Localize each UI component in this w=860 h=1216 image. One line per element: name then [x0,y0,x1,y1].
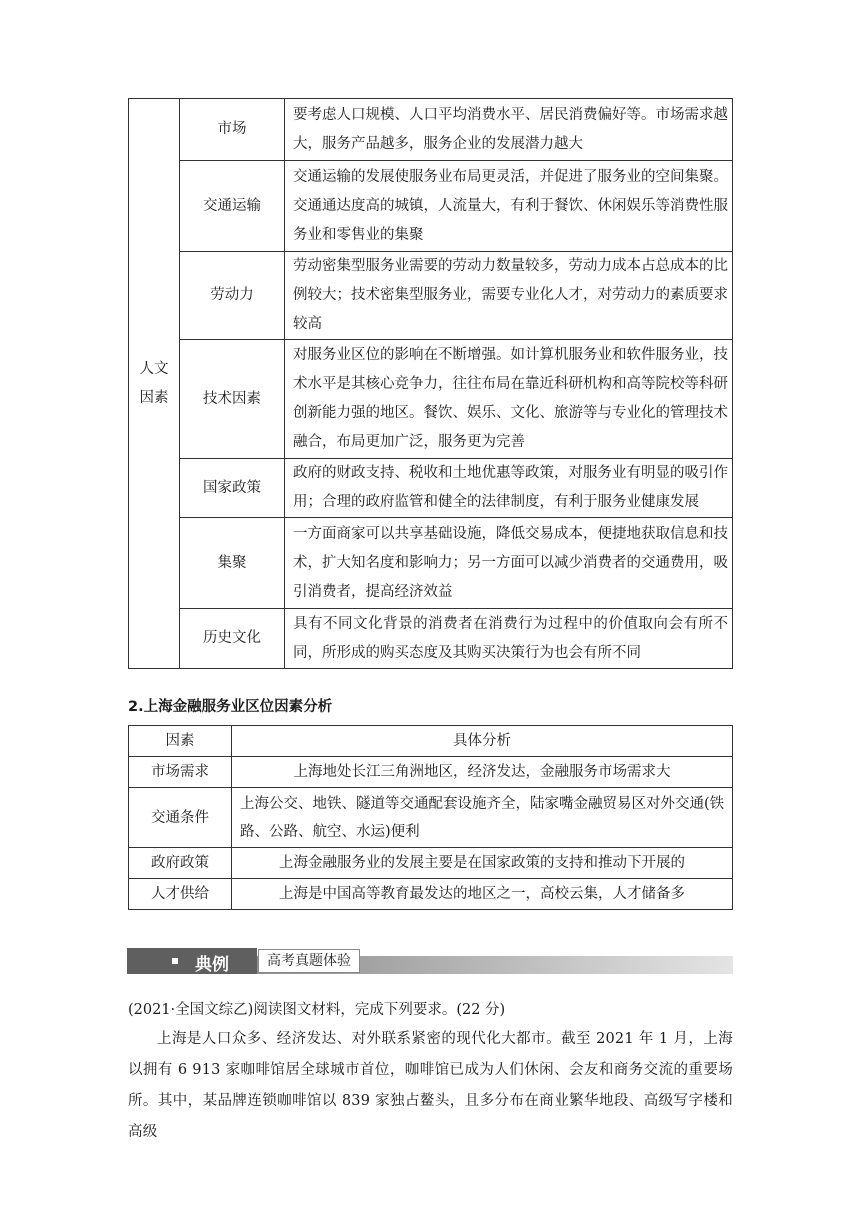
example-banner [127,948,733,974]
description-cell: 一方面商家可以共享基础设施，降低交易成本，便捷地获取信息和技术，扩大知名度和影响力；另一方面可以减少消费者的交通费用，吸引消费者，提高经济效益 [285,518,733,609]
table-row [129,609,733,669]
analysis-cell: 上海金融服务业的发展主要是在国家政策的支持和推动下开展的 [232,848,733,879]
table-row [129,99,733,161]
analysis-cell: 上海是中国高等教育最发达的地区之一，高校云集，人才储备多 [232,879,733,910]
table-row [129,879,733,910]
factor-cell: 交通运输 [180,161,285,252]
description-cell: 具有不同文化背景的消费者在消费行为过程中的价值取向会有所不同，所形成的购买态度及其购买决策行为也会有所不同 [285,609,733,669]
analysis-cell: 上海公交、地铁、隧道等交通配套设施齐全，陆家嘴金融贸易区对外交通(铁路、公路、航空、水运)便利 [232,788,733,848]
category-cell [129,99,180,669]
description-cell: 要考虑人口规模、人口平均消费水平、居民消费偏好等。市场需求越大，服务产品越多，服务企业的发展潜力越大 [285,99,733,161]
banner-sub-label: 高考真题体验 [258,949,360,973]
factor-cell: 市场 [180,99,285,161]
table-row [129,848,733,879]
shanghai-finance-table [128,725,733,910]
table-row [129,252,733,340]
table-header-row [129,726,733,757]
question-source: (2021·全国文综乙)阅读图文材料，完成下列要求。(22 分) [128,1002,506,1018]
description-cell: 对服务业区位的影响在不断增强。如计算机服务业和软件服务业，技术水平是其核心竞争力，往往布局在靠近科研机构和高等院校等科研创新能力强的地区。餐饮、娱乐、文化、旅游等与专业化的管理技术融合，布局更加广泛，服务更为完善 [285,340,733,459]
table-row [129,788,733,848]
category-label-line2: 因素 [139,389,169,406]
column-header: 具体分析 [232,726,733,757]
category-label-line1: 人文 [139,360,169,377]
square-bullet-icon [172,958,178,964]
table-row [129,459,733,518]
factor-cell: 交通条件 [129,788,232,848]
factor-cell: 国家政策 [180,459,285,518]
table-row [129,518,733,609]
factor-cell: 技术因素 [180,340,285,459]
factor-cell: 集聚 [180,518,285,609]
table-row [129,161,733,252]
banner-label: 典例 [195,955,229,975]
banner-label-block [127,948,257,974]
human-factors-table [128,98,733,669]
description-cell: 劳动密集型服务业需要的劳动力数量较多，劳动力成本占总成本的比例较大；技术密集型服务业，需要专业化人才，对劳动力的素质要求较高 [285,252,733,340]
factor-cell: 政府政策 [129,848,232,879]
factor-cell: 历史文化 [180,609,285,669]
column-header: 因素 [129,726,232,757]
section-title: 2.上海金融服务业区位因素分析 [128,699,333,715]
question-paragraph: 上海是人口众多、经济发达、对外联系紧密的现代化大都市。截至 2021 年 1 月，上海以拥有 6 913 家咖啡馆居全球城市首位，咖啡馆已成为人们休闲、会友和商务交流的重要场所。其中，某品牌连锁咖啡馆以 839 家独占鳌头，且多分布在商业繁华地段、高级写字楼和高级 [128,1031,733,1140]
table-row [129,340,733,459]
factor-cell: 劳动力 [180,252,285,340]
factor-cell: 市场需求 [129,757,232,788]
description-cell: 政府的财政支持、税收和土地优惠等政策，对服务业有明显的吸引作用；合理的政府监管和健全的法律制度，有利于服务业健康发展 [285,459,733,518]
factor-cell: 人才供给 [129,879,232,910]
description-cell: 交通运输的发展使服务业布局更灵活，并促进了服务业的空间集聚。交通通达度高的城镇，人流量大，有利于餐饮、休闲娱乐等消费性服务业和零售业的集聚 [285,161,733,252]
analysis-cell: 上海地处长江三角洲地区，经济发达，金融服务市场需求大 [232,757,733,788]
table-row [129,757,733,788]
